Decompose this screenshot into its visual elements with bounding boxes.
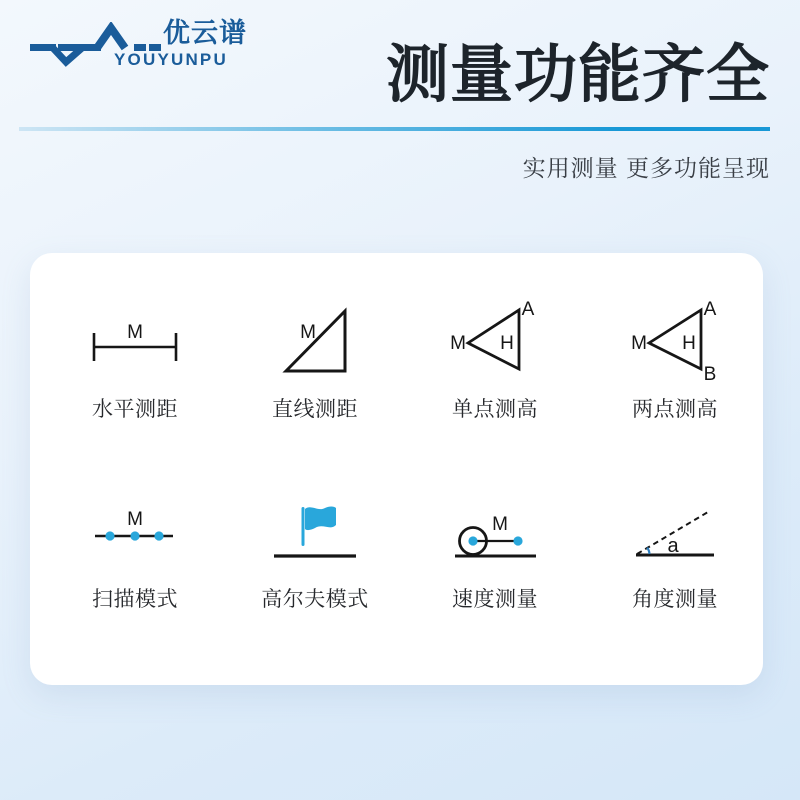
svg-text:M: M bbox=[300, 322, 316, 343]
feature-label: 角度测量 bbox=[632, 588, 718, 611]
svg-text:M: M bbox=[450, 333, 466, 354]
two-point-height-icon bbox=[600, 298, 750, 382]
svg-text:H: H bbox=[682, 333, 696, 354]
feature-label: 速度测量 bbox=[452, 588, 538, 611]
feature-label: 直线测距 bbox=[272, 398, 358, 421]
feature-line-distance bbox=[225, 253, 405, 443]
feature-single-point-height bbox=[405, 253, 585, 443]
svg-text:H: H bbox=[500, 333, 514, 354]
brand-name-en: YOUYUNPU bbox=[114, 50, 228, 69]
feature-scan-mode bbox=[45, 443, 225, 633]
feature-label: 单点测高 bbox=[452, 398, 538, 421]
feature-label: 高尔夫模式 bbox=[261, 588, 369, 611]
feature-label: 两点测高 bbox=[632, 398, 718, 421]
feature-label: 水平测距 bbox=[92, 398, 178, 421]
feature-horizontal-distance bbox=[45, 253, 225, 443]
svg-text:M: M bbox=[127, 322, 143, 343]
golf-mode-icon bbox=[240, 488, 390, 572]
line-distance-icon bbox=[240, 298, 390, 382]
title-underline bbox=[19, 127, 770, 131]
svg-text:M: M bbox=[631, 333, 647, 354]
page-subtitle: 实用测量 更多功能呈现 bbox=[522, 155, 770, 181]
feature-speed-measure bbox=[405, 443, 585, 633]
feature-golf-mode bbox=[225, 443, 405, 633]
angle-measure-icon bbox=[600, 488, 750, 572]
svg-text:M: M bbox=[127, 509, 143, 530]
svg-text:A: A bbox=[703, 299, 717, 320]
single-point-height-icon bbox=[420, 298, 570, 382]
feature-two-point-height bbox=[585, 253, 765, 443]
scan-mode-icon bbox=[60, 488, 210, 572]
svg-text:A: A bbox=[521, 299, 535, 320]
page-title: 测量功能齐全 bbox=[386, 40, 770, 110]
svg-text:B: B bbox=[703, 364, 717, 382]
feature-angle-measure bbox=[585, 443, 765, 633]
features-grid bbox=[30, 253, 763, 633]
brand-name-cn: 优云谱 bbox=[163, 18, 247, 48]
speed-measure-icon bbox=[420, 488, 570, 572]
feature-label: 扫描模式 bbox=[92, 588, 178, 611]
svg-text:a: a bbox=[667, 535, 679, 557]
horizontal-distance-icon bbox=[60, 298, 210, 382]
features-card bbox=[30, 253, 763, 685]
svg-text:M: M bbox=[492, 514, 508, 535]
